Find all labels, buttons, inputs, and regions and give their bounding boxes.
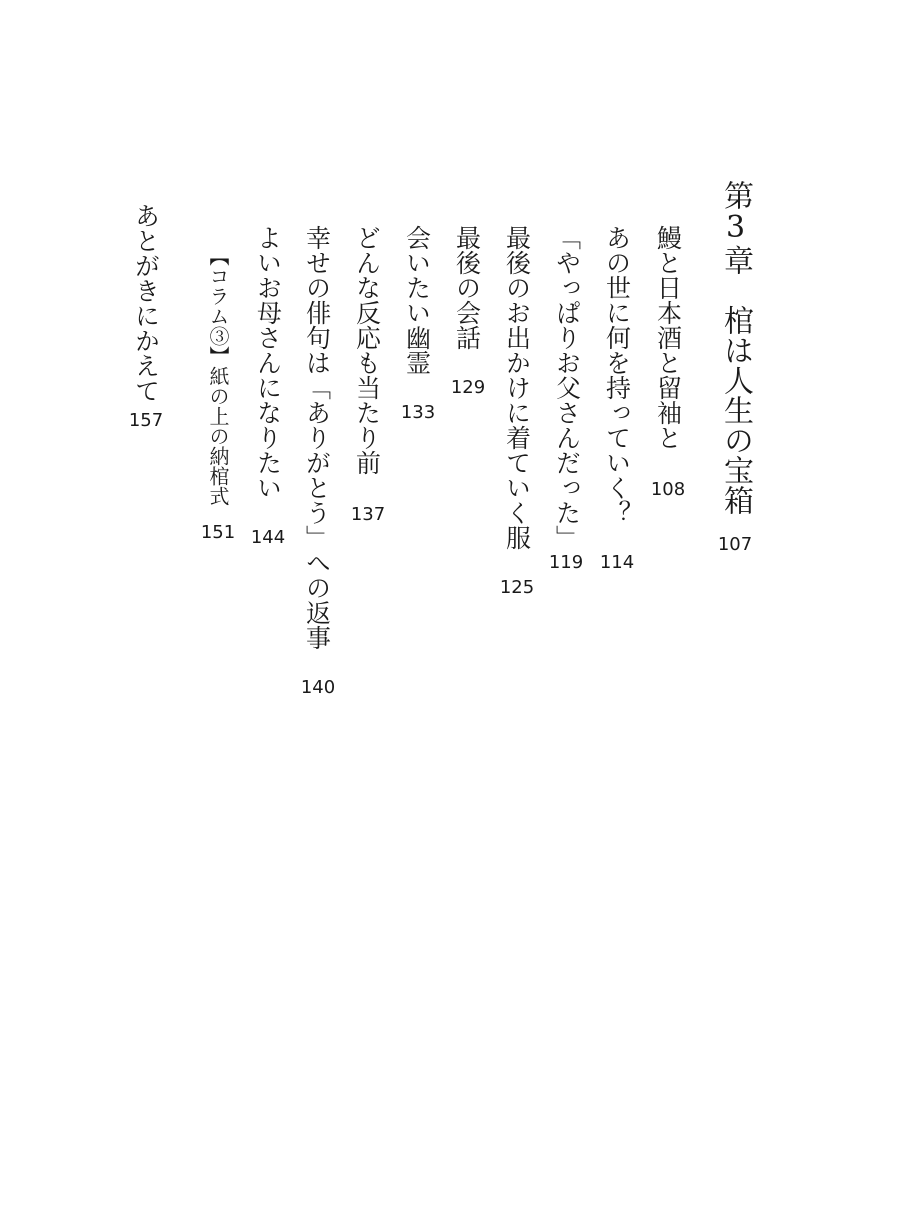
entry-title: よいお母さんになりたい: [253, 225, 283, 500]
entry-page-number: 108: [650, 479, 686, 500]
entry-title: 最後のお出かけに着ていく服: [502, 225, 532, 550]
entry-page-number: 133: [400, 402, 436, 423]
chapter-page-number: 107: [717, 534, 753, 555]
afterword-page-number: 157: [128, 410, 164, 431]
entry-title: 会いたい幽霊: [402, 225, 432, 375]
entry-title: 最後の会話: [452, 225, 482, 350]
column-title: 【コラム③】紙の上の納棺式: [206, 246, 230, 506]
entry-page-number: 129: [450, 377, 486, 398]
entry-page-number: 140: [300, 677, 336, 698]
entry-title: あの世に何を持っていく？: [602, 225, 632, 525]
chapter-title: 第3章 棺は人生の宝箱: [718, 180, 753, 515]
entry-page-number: 125: [499, 577, 535, 598]
entry-page-number: 114: [599, 552, 635, 573]
afterword-title: あとがきにかえて: [131, 203, 161, 403]
entry-title: 鰻と日本酒と留袖と: [653, 225, 683, 450]
entry-title: 「やっぱりお父さんだった」: [552, 225, 582, 550]
column-page-number: 151: [200, 522, 236, 543]
entry-page-number: 137: [350, 504, 386, 525]
entry-page-number: 119: [548, 552, 584, 573]
entry-title: 幸せの俳句は「ありがとう」への返事: [302, 225, 332, 650]
entry-page-number: 144: [250, 527, 286, 548]
entry-title: どんな反応も当たり前: [352, 225, 382, 475]
